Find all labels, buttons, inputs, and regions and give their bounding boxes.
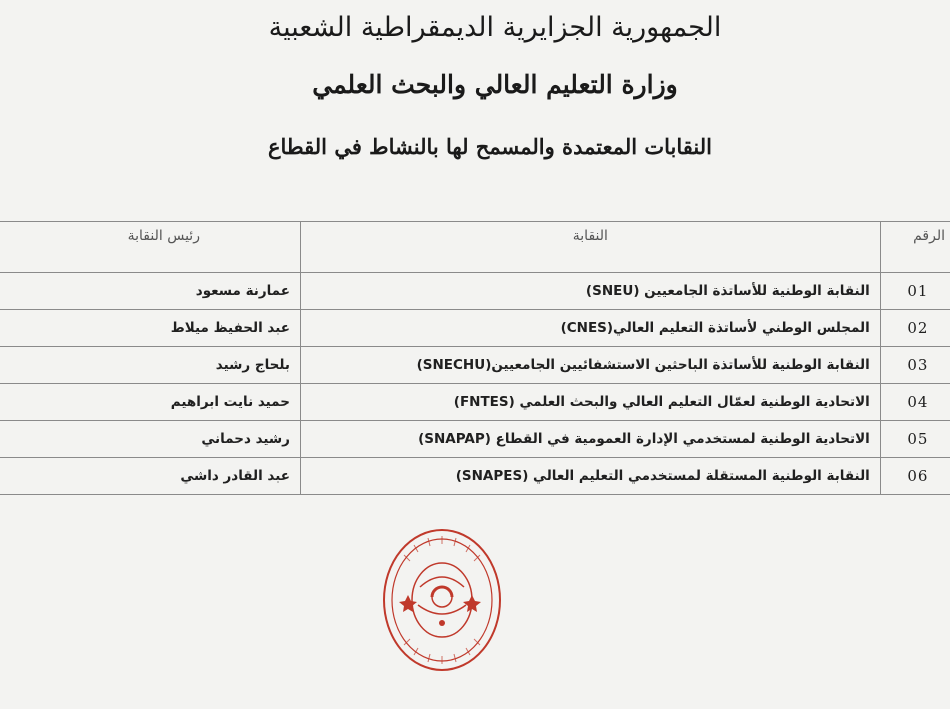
union-president: بلحاج رشيد — [0, 347, 300, 384]
republic-heading: الجمهورية الجزايرية الديمقراطية الشعبية — [268, 12, 722, 43]
table-header-row — [0, 222, 950, 273]
row-number: 01 — [880, 273, 950, 310]
row-number: 03 — [880, 347, 950, 384]
union-president: عمارنة مسعود — [0, 273, 300, 310]
union-name: المجلس الوطني لأساتذة التعليم العالي(CNES) — [300, 310, 880, 347]
table-row — [0, 458, 950, 495]
union-president: عبد القادر داشي — [0, 458, 300, 495]
union-president: عبد الحفيظ ميلاط — [0, 310, 300, 347]
column-header-president: رئيس النقابة — [0, 222, 300, 273]
union-president: رشيد دحماني — [0, 421, 300, 458]
union-name: النقابة الوطنية المستقلة لمستخدمي التعليم العالي (SNAPES) — [300, 458, 880, 495]
column-header-union: النقابة — [300, 222, 880, 273]
official-stamp-icon — [380, 525, 504, 675]
union-name: النقابة الوطنية للأساتذة الجامعيين (SNEU) — [300, 273, 880, 310]
table-row — [0, 310, 950, 347]
table-row — [0, 421, 950, 458]
union-president: حميد نايت ابراهيم — [0, 384, 300, 421]
row-number: 04 — [880, 384, 950, 421]
union-name: الاتحادية الوطنية لعمّال التعليم العالي والبحث العلمي (FNTES) — [300, 384, 880, 421]
table-row — [0, 347, 950, 384]
union-name: الاتحادية الوطنية لمستخدمي الإدارة العمومية في القطاع (SNAPAP) — [300, 421, 880, 458]
document-title: النقابات المعتمدة والمسمح لها بالنشاط في القطاع — [268, 134, 712, 159]
ministry-heading: وزارة التعليم العالي والبحث العلمي — [312, 70, 678, 99]
row-number: 02 — [880, 310, 950, 347]
union-name: النقابة الوطنية للأساتذة الباحثين الاستشفائيين الجامعيين(SNECHU) — [300, 347, 880, 384]
table-row — [0, 273, 950, 310]
row-number: 06 — [880, 458, 950, 495]
unions-table — [0, 221, 950, 495]
column-header-number: الرقم — [880, 222, 950, 273]
row-number: 05 — [880, 421, 950, 458]
table-row — [0, 384, 950, 421]
